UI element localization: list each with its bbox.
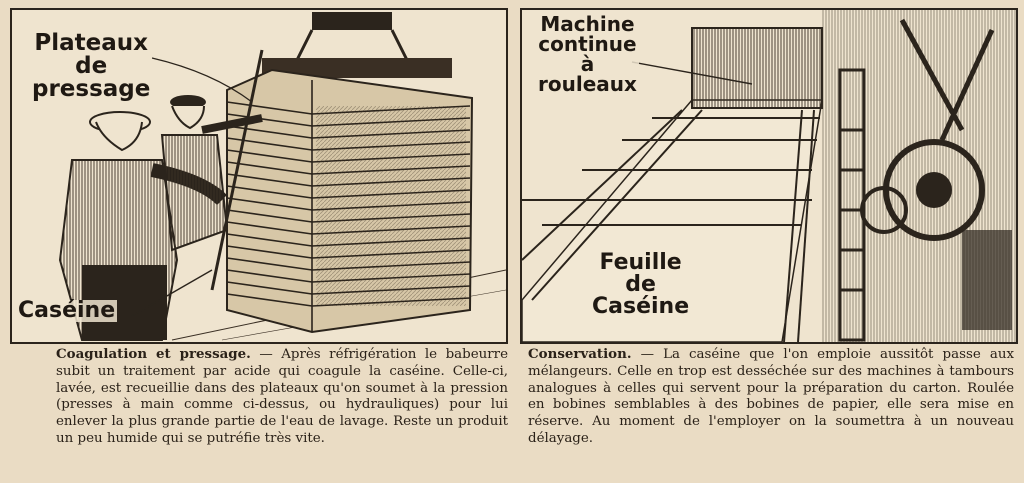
caption-conservation <box>528 346 1014 448</box>
caption-heading: Coagulation et pressage. <box>56 346 251 362</box>
caption-heading: Conservation. <box>528 346 632 362</box>
illustration-roller-machine <box>520 8 1018 344</box>
caption-body: — La caséine que l'on emploie aussitôt passe aux mélangeurs. Celle en trop est desséchée sur des machines à tambours analogues à celles qui servent pour la préparation du carton. Roulée en bobines semblables à des bobines de papier, elle sera mise en réserve. Au moment de l'employer on la soumettra à un nouveau délayage. <box>528 347 1014 446</box>
caption-coagulation-pressage <box>56 346 508 448</box>
label-caseine: Caséine <box>18 298 116 323</box>
illustration-coagulation-pressing <box>10 8 508 344</box>
machinery <box>822 10 1016 342</box>
label-feuille-de-caseine: Feuille de Caséine <box>592 250 690 319</box>
label-plateaux-de-pressage: Plateaux de pressage <box>32 30 151 102</box>
label-machine-continue-a-rouleaux: Machine continue à rouleaux <box>538 12 637 96</box>
tray-stack <box>227 70 472 332</box>
caption-body: — Après réfrigération le babeurre subit un traitement par acide qui coagule la caséine. Celle-ci, lavée, est recueillie dans des plateaux qu'on soumet à la pression (presses à main comme ci-dessus, ou hydrauliques) pour lui enlever la plus grande partie de l'eau de lavage. Reste un produit un peu humide qui se putréfie très vite. <box>56 347 508 446</box>
